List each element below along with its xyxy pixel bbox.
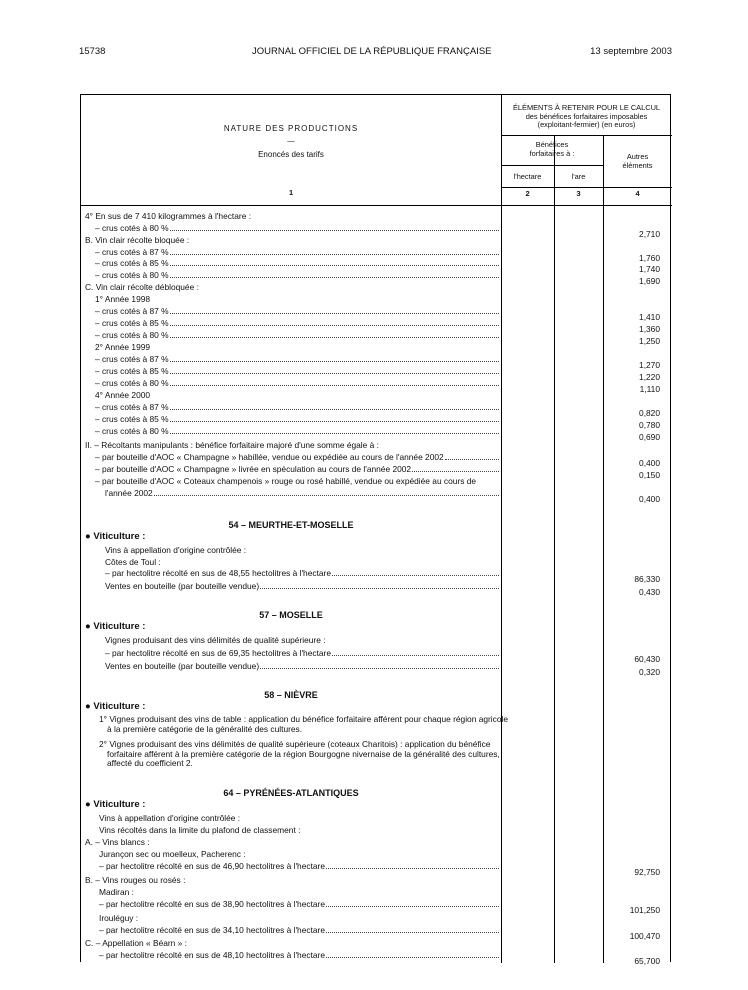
table-row [81,661,672,677]
dot-leader [332,568,499,576]
dot-leader [326,925,499,933]
row-label [95,247,499,258]
row-label-text: Ventes en bouteille (par bouteille vendue) [105,581,260,591]
row-value: 2,710 [639,229,660,239]
header-elements-line: ÉLÉMENTS À RETENIR POUR LE CALCUL [512,103,661,112]
row-label-text: – crus cotés à 80 % [95,330,169,340]
row-label-text: 4° En sus de 7 410 kilogrammes à l'hectare : [85,211,252,221]
row-label [95,294,499,305]
row-value: 1,360 [639,324,660,334]
header-tarifs: Enoncés des tarifs [258,150,324,159]
dot-leader [170,330,499,338]
dot-leader [170,270,499,278]
row-label-text: 1° Année 1998 [95,294,151,304]
dot-leader [170,366,499,374]
row-value: 101,250 [629,905,660,915]
tariff-table [80,94,671,966]
table-row [81,849,672,860]
table-row [81,861,672,877]
row-value: 1,760 [639,253,660,263]
header-elements [501,104,672,130]
header-col-2: 2 [525,189,530,198]
row-value: 0,320 [639,667,660,677]
row-value: 0,150 [639,470,660,480]
dot-leader [170,223,499,231]
row-label-text: – par bouteille d'AOC « Champagne » habillée, vendue ou expédiée au cours de l'année 2002 [95,452,444,462]
row-label [85,875,499,886]
header-elements-line: des bénéfices forfaitaires imposables [525,111,648,121]
row-label [95,270,499,281]
row-label [95,318,499,329]
table-row [81,366,672,382]
row-label-text: – crus cotés à 85 % [95,414,169,424]
section-heading: 58 – NIÈVRE [264,690,318,700]
nievre-paragraph-2 [99,740,500,769]
row-label-text: – par hectolitre récolté en sus de 38,90 hectolitres à l'hectare [99,899,325,909]
row-value: 0,820 [639,408,660,418]
header-nature: NATURE DES PRODUCTIONS [223,124,359,133]
table-row [81,913,672,924]
table-row [81,211,672,222]
row-value: 1,220 [639,372,660,382]
header-col-4: 4 [635,189,640,198]
journal-title: JOURNAL OFFICIEL DE LA RÉPUBLIQUE FRANÇAISE [252,46,492,57]
row-label-text: – crus cotés à 87 % [95,402,169,412]
table-row [81,635,672,646]
table-row [81,837,672,848]
row-label [105,581,499,592]
row-value: 60,430 [634,654,660,664]
row-label-text: Vignes produisant des vins délimités de qualité supérieure : [105,635,326,645]
row-label-text: – par bouteille d'AOC « Coteaux champenois » rouge ou rosé habillé, vendue ou expédiée au cours de [95,476,477,486]
row-label [85,211,499,222]
header-bottom-rule [81,205,672,206]
dot-leader [326,950,499,958]
row-label-text: – crus cotés à 85 % [95,258,169,268]
row-label-text: l'année 2002 [105,488,153,498]
table-row [81,568,672,584]
row-label [105,635,499,646]
table-row [81,318,672,334]
header-benefices-line: forfaitaires à : [529,148,575,158]
page-number: 15738 [79,46,106,57]
table-row [81,378,672,394]
table-row [81,887,672,898]
row-label [95,452,499,463]
table-row [81,440,672,451]
row-label [99,913,499,924]
row-label-text: – crus cotés à 80 % [95,426,169,436]
dot-leader [445,452,499,460]
section-heading: 57 – MOSELLE [259,610,323,620]
row-label [95,378,499,389]
row-label [85,282,499,293]
row-label [105,661,499,672]
row-label-text: Vins à appellation d'origine contrôlée : [99,813,241,823]
table-row [81,938,672,949]
row-value: 0,780 [639,420,660,430]
row-label [95,330,499,341]
row-value: 0,690 [639,432,660,442]
row-label [95,306,499,317]
viticulture-heading: ● Viticulture : [85,531,146,542]
table-row [81,342,672,353]
table-row [81,557,672,568]
dot-leader [170,306,499,314]
row-label [95,464,499,475]
dot-leader [170,378,499,386]
viticulture-heading: ● Viticulture : [85,701,146,712]
dot-leader [170,414,499,422]
table-row [81,306,672,322]
row-label [85,837,499,848]
header-elements-line: (exploitant-fermier) (en euros) [537,120,636,129]
section-heading: 54 – MEURTHE-ET-MOSELLE [228,520,354,530]
row-label-text: – crus cotés à 85 % [95,318,169,328]
row-label-text: – crus cotés à 80 % [95,223,169,233]
table-row [81,390,672,401]
dot-leader [260,661,499,669]
row-label-text: C. Vin clair récolte débloquée : [85,282,199,292]
dot-leader [170,318,499,326]
row-label [105,648,499,659]
row-label-text: C. – Appellation « Béarn » : [85,938,187,948]
nievre-paragraph-1 [99,715,508,734]
row-label-text: Irouléguy : [99,913,139,923]
row-label-text: – crus cotés à 85 % [95,366,169,376]
row-label [99,813,499,824]
header-benefices-line: Bénéfices [535,140,569,149]
paragraph-line: forfaitaire afférent à la première catégorie de la région Bourgogne nivernaise de la généralité des cultures, [107,748,500,759]
row-label [85,235,499,246]
table-row [81,223,672,239]
header-col-3: 3 [576,189,581,198]
paragraph-line: affecté du coefficient 2. [107,758,193,768]
table-row [81,899,672,915]
header-hectare: l'hectare [513,172,542,181]
row-label [99,950,499,961]
table-row [81,464,672,480]
dot-leader [170,402,499,410]
row-label-text: Jurançon sec ou moelleux, Pacherenc : [99,849,246,859]
row-label-text: A. – Vins blancs : [85,837,150,847]
row-label [105,568,499,579]
dot-leader [260,581,499,589]
row-label-text: – par hectolitre récolté en sus de 48,55 hectolitres à l'hectare [105,568,331,578]
viticulture-heading: ● Viticulture : [85,799,146,810]
header-are: l'are [571,172,586,181]
table-row [81,581,672,597]
row-label [95,366,499,377]
row-label [95,414,499,425]
paragraph-line: 2° Vignes produisant des vins délimités de qualité supérieure (coteaux Charitois) : application du bénéfice [99,739,491,749]
table-row [81,426,672,442]
row-value: 0,400 [639,494,660,504]
row-label-text: – crus cotés à 87 % [95,247,169,257]
row-value: 1,270 [639,360,660,370]
table-row [81,813,672,824]
row-label [95,402,499,413]
section-heading: 64 – PYRÉNÉES-ATLANTIQUES [223,788,359,798]
row-value: 92,750 [634,867,660,877]
row-label-text: – par hectolitre récolté en sus de 69,35 hectolitres à l'hectare [105,648,331,658]
table-row [81,282,672,293]
table-row [81,925,672,941]
table-row [81,452,672,468]
row-label-text: Côtes de Toul : [105,557,161,567]
row-label [99,825,499,836]
row-value: 1,110 [639,384,660,394]
row-value: 86,330 [634,574,660,584]
table-row [81,488,672,504]
header-autres [603,153,672,170]
row-value: 0,430 [639,587,660,597]
paragraph-line: 1° Vignes produisant des vins de table : application du bénéfice forfaitaire afférent pour chaque région agricole [99,714,509,724]
table-row [81,950,672,966]
row-value: 1,740 [639,264,660,274]
table-row [81,414,672,430]
table-row [81,825,672,836]
table-row [81,258,672,274]
row-label-text: Madiran : [99,887,134,897]
dot-leader [412,464,499,472]
dot-leader [154,488,499,496]
table-row [81,648,672,664]
dot-leader [326,899,499,907]
row-label [85,938,499,949]
row-label [95,258,499,269]
header-autres-line: Autres [626,152,649,161]
header-rule [501,187,672,188]
row-label [99,925,499,936]
table-row [81,476,672,487]
row-label-text: – crus cotés à 87 % [95,354,169,364]
row-label-text: B. Vin clair récolte bloquée : [85,235,190,245]
header-benefices [501,141,603,158]
paragraph-line: à la première catégorie de la généralité des cultures. [107,723,303,734]
row-label-text: – par hectolitre récolté en sus de 48,10 hectolitres à l'hectare [99,950,325,960]
row-label [95,354,499,365]
table-row [81,330,672,346]
dot-leader [170,247,499,255]
row-label-text: – crus cotés à 87 % [95,306,169,316]
row-label [95,476,499,487]
table-row [81,402,672,418]
dot-leader [170,426,499,434]
header-rule [501,135,672,136]
table-row [81,875,672,886]
row-label [99,861,499,872]
row-label [95,390,499,401]
row-label-text: Vins à appellation d'origine contrôlée : [105,545,247,555]
header-autres-line: éléments [622,160,653,170]
row-label-text: 2° Année 1999 [95,342,151,352]
row-label [99,849,499,860]
row-label-text: – par hectolitre récolté en sus de 34,10 hectolitres à l'hectare [99,925,325,935]
dot-leader [170,354,499,362]
table-row [81,354,672,370]
row-label-text: – par hectolitre récolté en sus de 46,90 hectolitres à l'hectare [99,861,325,871]
row-value: 1,410 [639,312,660,322]
row-label [105,545,499,556]
publication-date: 13 septembre 2003 [590,46,672,57]
table-row [81,235,672,246]
row-label [95,426,499,437]
row-label [105,557,499,568]
row-value: 65,700 [634,956,660,966]
row-value: 1,250 [639,336,660,346]
row-label-text: II. – Récoltants manipulants : bénéfice forfaitaire majoré d'une somme égale à : [85,440,379,450]
header-col-1: 1 [288,188,294,197]
dot-leader [326,861,499,869]
row-value: 1,690 [639,276,660,286]
row-label-text: Ventes en bouteille (par bouteille vendue) [105,661,260,671]
header-dash: — [287,136,295,145]
row-label-text: 4° Année 2000 [95,390,151,400]
header-rule [501,165,603,166]
table-row [81,545,672,556]
viticulture-heading: ● Viticulture : [85,621,146,632]
row-label [99,887,499,898]
row-label [95,223,499,234]
dot-leader [170,258,499,266]
row-label [99,899,499,910]
row-value: 100,470 [629,931,660,941]
row-label-text: – par bouteille d'AOC « Champagne » livrée en spéculation au cours de l'année 2002 [95,464,412,474]
row-label [105,488,499,499]
row-label-text: B. – Vins rouges ou rosés : [85,875,186,885]
row-label-text: – crus cotés à 80 % [95,378,169,388]
table-row [81,270,672,286]
table-row [81,294,672,305]
row-value: 0,400 [639,458,660,468]
row-label [85,440,499,451]
row-label [95,342,499,353]
dot-leader [332,648,499,656]
row-label-text: – crus cotés à 80 % [95,270,169,280]
row-label-text: Vins récoltés dans la limite du plafond de classement : [99,825,301,835]
